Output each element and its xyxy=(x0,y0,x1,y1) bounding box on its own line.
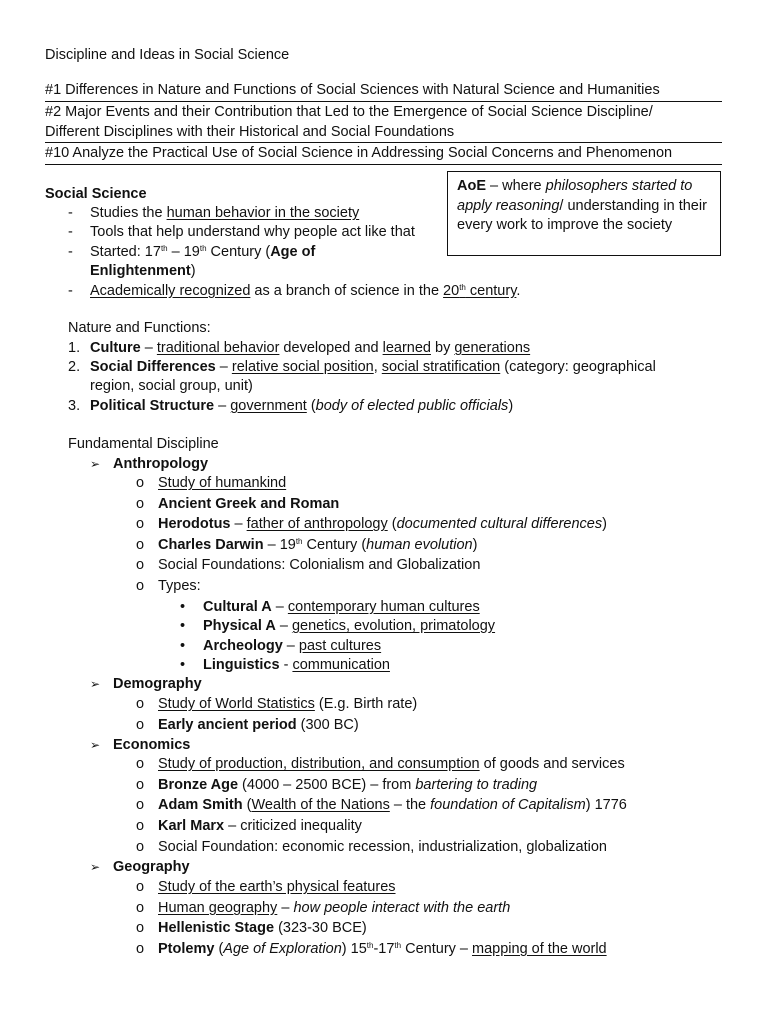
aoe-note-box xyxy=(447,171,721,256)
circle-bullet: o xyxy=(136,941,145,957)
bold-text: Karl Marx xyxy=(158,818,225,834)
bold-text: Social Differences xyxy=(90,359,216,375)
bold-text: Culture xyxy=(90,340,141,356)
topic-divider xyxy=(45,101,722,102)
text: ) xyxy=(602,516,607,532)
econ-item-5: Social Foundation: economic recession, industrialization, globalization xyxy=(158,839,607,855)
text: Started: 17 xyxy=(90,244,161,260)
ss-bullet-3 xyxy=(90,245,315,260)
economics-heading: Economics xyxy=(113,737,191,753)
text: ( xyxy=(214,941,224,957)
anthro-item-2: Ancient Greek and Roman xyxy=(158,496,340,512)
text: (category: geographical xyxy=(500,359,656,375)
text: developed and xyxy=(279,340,383,356)
text: ) xyxy=(508,398,514,414)
underlined-text: past cultures xyxy=(298,638,382,654)
dot-bullet: • xyxy=(180,618,186,634)
underlined-text: contemporary human cultures xyxy=(287,599,480,615)
arrow-bullet-icon: ➢ xyxy=(90,457,101,471)
superscript: th xyxy=(366,941,374,950)
bold-text: Charles Darwin xyxy=(158,537,264,553)
text: – xyxy=(282,638,299,654)
text: ( xyxy=(242,797,252,813)
superscript: th xyxy=(160,244,168,253)
econ-item-3 xyxy=(158,798,627,813)
circle-bullet: o xyxy=(136,818,145,834)
anthro-type-1 xyxy=(203,600,480,615)
list-number: 2. xyxy=(68,359,81,375)
circle-bullet: o xyxy=(136,797,145,813)
circle-bullet: o xyxy=(136,900,145,916)
circle-bullet: o xyxy=(136,475,145,491)
list-number: 1. xyxy=(68,340,81,356)
aoe-italic: philosophers started to apply reasoning xyxy=(457,178,693,214)
topic-divider xyxy=(45,164,722,165)
text: . xyxy=(516,283,521,299)
geo-item-1: Study of the earth’s physical features xyxy=(158,879,396,895)
text: – xyxy=(140,340,157,356)
demography-heading: Demography xyxy=(113,676,202,692)
text: ( xyxy=(306,398,316,414)
underlined-text: Wealth of the Nations xyxy=(251,797,390,813)
anthro-item-3 xyxy=(158,517,607,532)
bold-text: Ptolemy xyxy=(158,941,215,957)
demo-item-1 xyxy=(158,697,417,712)
superscript: th xyxy=(459,283,466,292)
dot-bullet: • xyxy=(180,638,186,654)
text: (300 BC) xyxy=(296,717,359,733)
text: – xyxy=(275,618,292,634)
text: Century – xyxy=(401,941,473,957)
underlined-text: Study of production, distribution, and consumption xyxy=(158,756,480,772)
ss-bullet-3-continued xyxy=(90,264,196,279)
superscript: th xyxy=(295,537,303,546)
bold-text: Herodotus xyxy=(158,516,231,532)
anthro-item-6: Types: xyxy=(158,578,201,594)
underlined-text: social stratification xyxy=(381,359,501,375)
text: , xyxy=(373,359,382,375)
circle-bullet: o xyxy=(136,839,145,855)
dash-bullet: - xyxy=(68,244,73,260)
text: 20 xyxy=(443,283,460,299)
nature-item-2-continued: region, social group, unit) xyxy=(90,378,253,394)
bold-text: Physical A xyxy=(203,618,276,634)
topic-divider xyxy=(45,142,722,143)
text: – xyxy=(277,900,294,916)
demo-item-2 xyxy=(158,718,359,733)
bold-text: Archeology xyxy=(203,638,283,654)
arrow-bullet-icon: ➢ xyxy=(90,738,101,752)
text: as a branch of science in the xyxy=(250,283,444,299)
text: century xyxy=(465,283,517,299)
bold-text: Adam Smith xyxy=(158,797,243,813)
bold-text: Early ancient period xyxy=(158,717,297,733)
bold-text: Cultural A xyxy=(203,599,272,615)
dash-bullet: - xyxy=(68,205,73,221)
fundamental-heading: Fundamental Discipline xyxy=(68,436,219,452)
aoe-rest: / understanding in their every work to improve the society xyxy=(457,197,707,233)
arrow-bullet-icon: ➢ xyxy=(90,860,101,874)
text: ) 1776 xyxy=(585,797,627,813)
bold-text: Enlightenment xyxy=(90,263,191,279)
anthropology-heading: Anthropology xyxy=(113,456,209,472)
dot-bullet: • xyxy=(180,657,186,673)
circle-bullet: o xyxy=(136,756,145,772)
text: (323-30 BCE) xyxy=(274,920,367,936)
anthro-item-1: Study of humankind xyxy=(158,475,287,491)
underlined-text: human behavior in the society xyxy=(166,205,360,221)
anthro-item-5: Social Foundations: Colonialism and Globalization xyxy=(158,557,481,573)
anthro-type-3 xyxy=(203,639,381,654)
circle-bullet: o xyxy=(136,879,145,895)
ss-bullet-2: Tools that help understand why people act like that xyxy=(90,224,415,240)
italic-text: how people interact with the earth xyxy=(293,900,511,916)
geography-heading: Geography xyxy=(113,859,190,875)
italic-text: Age of Exploration xyxy=(223,941,342,957)
circle-bullet: o xyxy=(136,578,145,594)
text: ) xyxy=(190,263,196,279)
superscript: th xyxy=(199,244,207,253)
list-number: 3. xyxy=(68,398,81,414)
underlined-text: generations xyxy=(454,340,531,356)
text: – xyxy=(214,398,231,414)
econ-item-4 xyxy=(158,819,362,834)
aoe-term: AoE xyxy=(457,178,486,194)
underlined-text: mapping of the world xyxy=(472,941,607,957)
underlined-text: Human geography xyxy=(158,900,278,916)
text: – xyxy=(271,599,288,615)
underlined-text: Academically recognized xyxy=(90,283,251,299)
geo-item-2 xyxy=(158,901,510,916)
italic-text: foundation of Capitalism xyxy=(430,797,586,813)
text: (4000 – 2500 BCE) – from xyxy=(238,777,416,793)
circle-bullet: o xyxy=(136,777,145,793)
underlined-text: relative social position xyxy=(231,359,374,375)
superscript: th xyxy=(394,941,402,950)
circle-bullet: o xyxy=(136,696,145,712)
social-science-heading: Social Science xyxy=(45,186,147,202)
circle-bullet: o xyxy=(136,920,145,936)
italic-text: documented cultural differences xyxy=(396,516,603,532)
circle-bullet: o xyxy=(136,516,145,532)
text: – xyxy=(230,516,247,532)
anthro-type-4 xyxy=(203,658,390,673)
underlined-text: Study of World Statistics xyxy=(158,696,315,712)
underlined-text: communication xyxy=(292,657,390,673)
topic-2: #2 Major Events and their Contribution that Led to the Emergence of Social Science Discipline/ xyxy=(45,104,653,120)
ss-bullet-4 xyxy=(90,284,520,299)
anthro-type-2 xyxy=(203,619,495,634)
italic-text: bartering to trading xyxy=(415,777,538,793)
aoe-dash: – where xyxy=(486,178,546,194)
topic-2-continued: Different Disciplines with their Historical and Social Foundations xyxy=(45,124,455,140)
geo-item-3 xyxy=(158,921,367,936)
document-title: Discipline and Ideas in Social Science xyxy=(45,47,290,63)
econ-item-1 xyxy=(158,757,625,772)
bold-text: Age of xyxy=(270,244,316,260)
circle-bullet: o xyxy=(136,537,145,553)
text: ) xyxy=(472,537,478,553)
text: (E.g. Birth rate) xyxy=(314,696,418,712)
italic-text: human evolution xyxy=(366,537,473,553)
text: Studies the xyxy=(90,205,167,221)
underlined-text: traditional behavior xyxy=(156,340,280,356)
text: – criticized inequality xyxy=(224,818,362,834)
ss-bullet-1 xyxy=(90,206,359,221)
nature-heading: Nature and Functions: xyxy=(68,320,211,336)
text: -17 xyxy=(373,941,395,957)
anthro-item-4 xyxy=(158,538,477,553)
circle-bullet: o xyxy=(136,557,145,573)
bold-text: Hellenistic Stage xyxy=(158,920,275,936)
topic-1: #1 Differences in Nature and Functions of Social Sciences with Natural Science and Humanities xyxy=(45,82,660,98)
underlined-text: father of anthropology xyxy=(246,516,388,532)
text: - xyxy=(279,657,293,673)
text: by xyxy=(430,340,455,356)
bold-text: Bronze Age xyxy=(158,777,239,793)
underlined-text: genetics, evolution, primatology xyxy=(291,618,496,634)
nature-item-1 xyxy=(90,341,530,356)
circle-bullet: o xyxy=(136,717,145,733)
text: – the xyxy=(389,797,431,813)
text: – xyxy=(215,359,232,375)
arrow-bullet-icon: ➢ xyxy=(90,677,101,691)
nature-item-2 xyxy=(90,360,656,375)
text: – 19 xyxy=(263,537,296,553)
topic-3: #10 Analyze the Practical Use of Social Science in Addressing Social Concerns and Phenomenon xyxy=(45,145,673,161)
underlined-text: government xyxy=(230,398,307,414)
text: – 19 xyxy=(167,244,200,260)
bold-text: Political Structure xyxy=(90,398,215,414)
dot-bullet: • xyxy=(180,599,186,615)
underlined-text: learned xyxy=(382,340,431,356)
dash-bullet: - xyxy=(68,224,73,240)
text: Century ( xyxy=(206,244,271,260)
circle-bullet: o xyxy=(136,496,145,512)
econ-item-2 xyxy=(158,778,537,793)
italic-text: body of elected public officials xyxy=(315,398,509,414)
text: ) 15 xyxy=(341,941,367,957)
text: Century ( xyxy=(302,537,367,553)
geo-item-4 xyxy=(158,942,607,957)
text: ( xyxy=(387,516,397,532)
bold-text: Linguistics xyxy=(203,657,280,673)
nature-item-3 xyxy=(90,399,513,414)
text: of goods and services xyxy=(479,756,625,772)
dash-bullet: - xyxy=(68,283,73,299)
underlined-text xyxy=(443,283,516,299)
